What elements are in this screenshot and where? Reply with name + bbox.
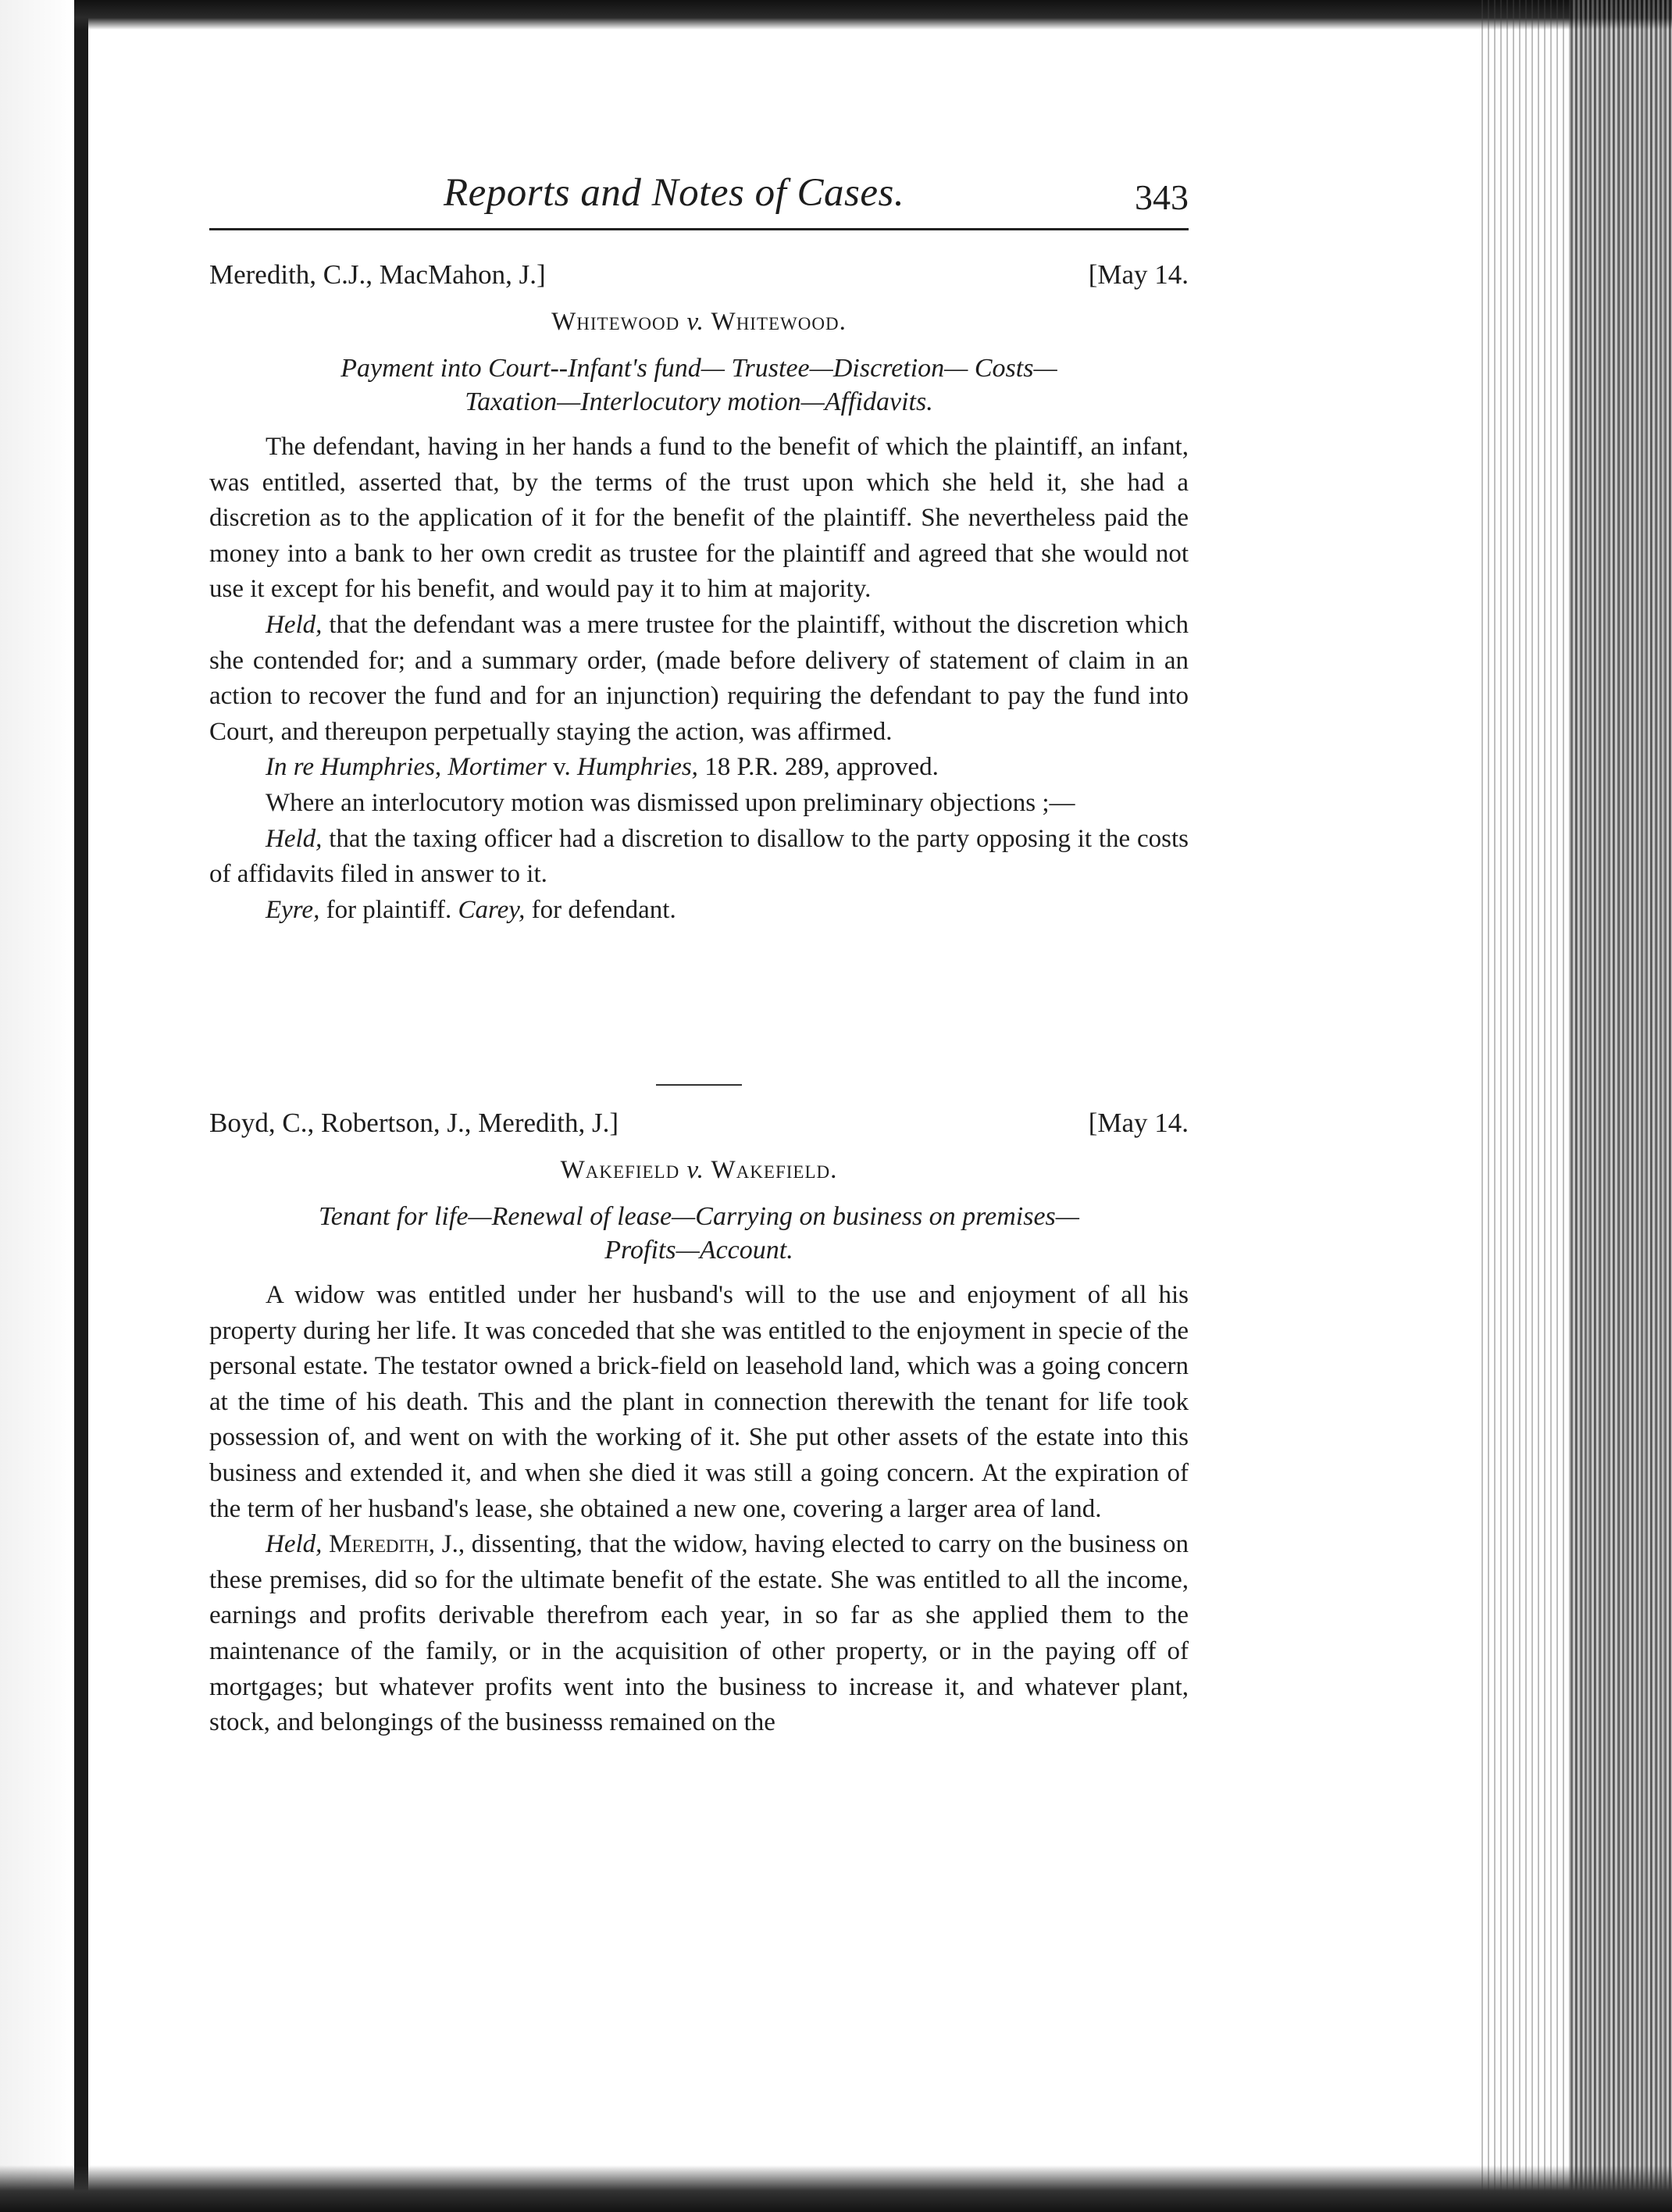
case-plaintiff: Wakefield — [560, 1156, 680, 1184]
catchwords-line: Tenant for life—Renewal of lease—Carrying on business on premises— — [318, 1202, 1080, 1231]
counsel-plaintiff: Eyre, — [266, 895, 320, 924]
held-label: Held, — [266, 824, 323, 853]
page-header — [209, 170, 1189, 233]
held-label: Held, — [266, 610, 323, 639]
paragraph-text: J., dissenting, that the widow, having elected to carry on the business on these premises, did so for the ultimate benefit of the estate. She was entitled to all the income, earnings and profits derivable therefrom each year, in so far as she applied them to the maintenance of the family, or in the acquisition of other property, or in the paying off of mortgages; but whatever profits went into the business to increase it, and whatever plant, stock, and belongings of the businesss remained on the — [209, 1530, 1189, 1737]
dissenting-judge: Meredith, — [322, 1530, 436, 1559]
page-number: 343 — [1135, 177, 1189, 217]
paragraph-facts — [209, 1278, 1189, 1527]
judges: Boyd, C., Robertson, J., Meredith, J.] — [209, 1108, 619, 1138]
page — [209, 0, 1189, 2212]
scan-page-edges-dark — [1570, 0, 1672, 2212]
case-separator — [656, 1084, 742, 1086]
decision-date: [May 14. — [1088, 259, 1189, 290]
catchwords — [233, 351, 1165, 419]
held-label: Held, — [266, 1530, 323, 1559]
citation-reference: 18 P.R. 289, approved. — [697, 753, 939, 782]
citation-versus: v. — [546, 753, 578, 782]
case-name — [209, 1156, 1189, 1192]
judges: Meredith, C.J., MacMahon, J.] — [209, 259, 546, 290]
paragraph-counsel — [209, 893, 1189, 929]
paragraph-text: The defendant, having in her hands a fund to the benefit of which the plaintiff, an infant, was entitled, asserted that, by the terms of the trust upon which she held it, she had a discretion as to the application of it for the benefit of the plaintiff. She nevertheless paid the money into a bank to her own credit as trustee for the plaintiff and agreed that she would not use it except for his benefit, and would pay it to him at majority. — [209, 433, 1189, 604]
paragraph-text: that the taxing officer had a discretion to disallow to the party opposing it the costs of affidavits filed in answer to it. — [209, 824, 1189, 889]
header-rule — [209, 228, 1189, 230]
case-versus: v. — [686, 1156, 704, 1184]
catchwords — [233, 1200, 1165, 1267]
case-wakefield — [209, 1108, 1189, 1741]
counsel-defendant: Carey, — [458, 895, 526, 924]
citation-party: Humphries, — [577, 753, 698, 782]
counsel-defendant-role: for defendant. — [525, 895, 676, 924]
case-whitewood — [209, 259, 1189, 928]
catchwords-line: Payment into Court--Infant's fund— Trustee—Discretion— Costs— — [340, 354, 1057, 383]
paragraph-text: A widow was entitled under her husband's will to the use and enjoyment of all his property during her life. It was conceded that she was entitled to the enjoyment in specie of the personal estate. The testator owned a brick-field on leasehold land, which was a going concern at the time of his death. This and the plant in connection therewith the tenant for life took possession of, and went on with the working of it. She put other assets of the estate into this business and extended it, and when she died it was still a going concern. At the expiration of the term of her husband's lease, she obtained a new one, covering a larger area of land. — [209, 1281, 1189, 1523]
catchwords-line: Taxation—Interlocutory motion—Affidavits. — [465, 387, 933, 416]
paragraph-citation — [209, 750, 1189, 786]
case-versus: v. — [686, 308, 704, 336]
catchwords-line: Profits—Account. — [604, 1236, 793, 1265]
case-name — [209, 308, 1189, 344]
paragraph-facts — [209, 430, 1189, 608]
running-title: Reports and Notes of Cases. — [444, 171, 905, 215]
paragraph-held — [209, 608, 1189, 750]
paragraph-held — [209, 1527, 1189, 1741]
decision-date: [May 14. — [1088, 1108, 1189, 1138]
scan-left-margin — [0, 0, 74, 2212]
case-defendant: Whitewood. — [711, 308, 847, 336]
paragraph-text: Where an interlocutory motion was dismissed upon preliminary objections ;— — [266, 788, 1075, 817]
paragraph-text: that the defendant was a mere trustee for the plaintiff, without the discretion which she contended for; and a summary order, (made before delivery of statement of claim in an action to recover the fund and for an injunction) requiring the defendant to pay the fund into Court, and thereupon perpetually staying the action, was affirmed. — [209, 610, 1189, 746]
case-heading — [209, 259, 1189, 298]
case-defendant: Wakefield. — [711, 1156, 838, 1184]
scan-binding-shadow — [74, 0, 88, 2212]
counsel-plaintiff-role: for plaintiff. — [319, 895, 458, 924]
paragraph-held — [209, 822, 1189, 893]
citation-case: In re Humphries, Mortimer — [266, 753, 547, 782]
case-plaintiff: Whitewood — [551, 308, 680, 336]
paragraph-motion — [209, 786, 1189, 822]
case-heading — [209, 1108, 1189, 1147]
